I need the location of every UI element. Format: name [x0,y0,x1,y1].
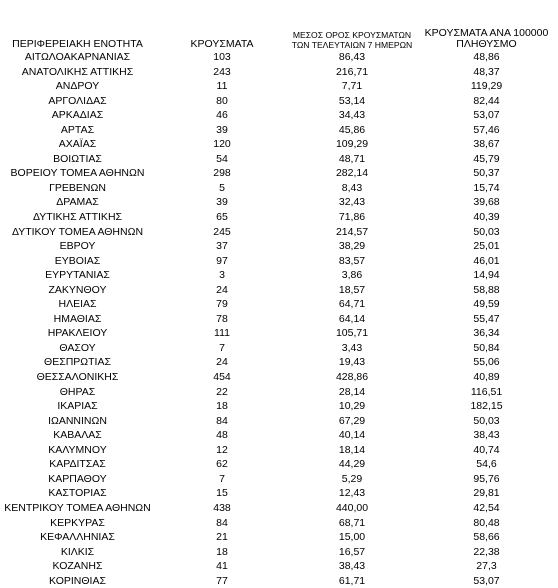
header-cases: ΚΡΟΥΣΜΑΤΑ [190,38,254,50]
cell-region: ΚΟΖΑΝΗΣ [52,560,103,573]
table-row [0,355,558,370]
cell-region: ΚΟΡΙΝΘΙΑΣ [49,574,106,587]
cell-region: ΘΑΣΟΥ [59,341,96,354]
table-row [0,385,558,400]
cell-seven-day-average: 71,86 [338,211,366,224]
cell-cases: 24 [216,356,228,369]
cell-region: ΑΡΚΑΔΙΑΣ [51,109,104,122]
cell-cases-per-100k: 22,38 [473,545,500,558]
header-row [0,22,558,50]
cell-cases: 39 [216,196,228,209]
cell-region: ΚΕΝΤΡΙΚΟΥ ΤΟΜΕΑ ΑΘΗΝΩΝ [4,501,151,514]
cell-region: ΙΚΑΡΙΑΣ [57,400,98,413]
table-row [0,123,558,138]
cell-cases-per-100k: 40,39 [473,211,500,224]
table-row [0,472,558,487]
cell-region: ΑΧΑΪΑΣ [58,138,97,151]
cell-region: ΔΥΤΙΚΗΣ ΑΤΤΙΚΗΣ [32,211,123,224]
cell-region: ΑΝΔΡΟΥ [55,80,100,93]
cell-cases-per-100k: 53,07 [473,109,500,122]
cell-cases-per-100k: 14,94 [473,269,500,282]
cell-cases: 243 [213,65,231,78]
cell-region: ΕΒΡΟΥ [59,240,96,253]
cell-cases-per-100k: 50,03 [473,225,500,238]
cell-seven-day-average: 32,43 [338,196,366,209]
cell-seven-day-average: 34,43 [338,109,366,122]
cell-region: ΑΡΤΑΣ [60,123,95,136]
cell-cases-per-100k: 40,74 [473,443,500,456]
cell-cases-per-100k: 54,6 [476,458,497,471]
cell-cases: 77 [216,574,228,587]
table-row [0,341,558,356]
cell-seven-day-average: 214,57 [335,225,369,238]
cell-seven-day-average: 19,43 [338,356,366,369]
cell-cases-per-100k: 25,01 [473,240,500,253]
cell-cases-per-100k: 182,15 [470,400,503,413]
table-row [0,414,558,429]
table-row [0,254,558,269]
cell-cases-per-100k: 38,67 [473,138,500,151]
cell-cases: 15 [216,487,228,500]
cell-cases: 18 [216,545,228,558]
cell-cases: 24 [216,283,228,296]
cell-region: ΕΥΡΥΤΑΝΙΑΣ [45,269,110,282]
table-row [0,457,558,472]
cell-cases: 80 [216,94,228,107]
cell-seven-day-average: 3,86 [341,269,363,282]
cell-cases-per-100k: 50,03 [473,414,500,427]
table-row [0,108,558,123]
cell-cases-per-100k: 116,51 [470,385,503,398]
cell-cases: 298 [213,167,231,180]
cell-region: ΖΑΚΥΝΘΟΥ [48,283,107,296]
header-region: ΠΕΡΙΦΕΡΕΙΑΚΗ ΕΝΟΤΗΤΑ [12,38,143,50]
cell-cases-per-100k: 95,76 [473,472,500,485]
cell-seven-day-average: 38,43 [338,560,366,573]
cell-seven-day-average: 105,71 [335,327,369,340]
cell-seven-day-average: 28,14 [338,385,366,398]
cell-seven-day-average: 38,29 [338,240,366,253]
cell-cases: 7 [219,472,225,485]
table-row [0,94,558,109]
cell-region: ΑΝΑΤΟΛΙΚΗΣ ΑΤΤΙΚΗΣ [21,65,134,78]
table-row [0,181,558,196]
cell-cases: 39 [216,123,228,136]
table-row [0,195,558,210]
cell-cases-per-100k: 39,68 [473,196,500,209]
cell-seven-day-average: 282,14 [335,167,369,180]
cell-cases-per-100k: 27,3 [476,560,497,573]
cell-region: ΚΕΦΑΛΛΗΝΙΑΣ [40,531,115,544]
cell-cases: 438 [213,501,231,514]
table-row [0,312,558,327]
cell-seven-day-average: 440,00 [335,501,369,514]
cell-cases: 5 [219,181,225,194]
cell-cases-per-100k: 50,84 [473,341,500,354]
cell-seven-day-average: 83,57 [338,254,366,267]
cell-region: ΒΟΡΕΙΟΥ ΤΟΜΕΑ ΑΘΗΝΩΝ [10,167,145,180]
cell-seven-day-average: 44,29 [338,458,366,471]
cell-cases: 12 [216,443,228,456]
cell-seven-day-average: 3,43 [341,341,363,354]
cell-region: ΚΑΒΑΛΑΣ [53,429,102,442]
cell-cases: 111 [214,327,230,340]
table-row [0,486,558,501]
cell-region: ΑΙΤΩΛΟΑΚΑΡΝΑΝΙΑΣ [24,51,131,63]
cell-cases-per-100k: 45,79 [473,152,500,165]
cell-seven-day-average: 12,43 [338,487,366,500]
cell-seven-day-average: 16,57 [338,545,366,558]
cell-cases-per-100k: 42,54 [473,501,500,514]
cell-seven-day-average: 7,71 [341,80,363,93]
table-row [0,326,558,341]
cell-region: ΙΩΑΝΝΙΝΩΝ [48,414,107,427]
cases-table [0,22,558,588]
table-row [0,268,558,283]
cell-cases: 79 [216,298,228,311]
cell-cases-per-100k: 58,88 [473,283,500,296]
cell-region: ΚΑΡΔΙΤΣΑΣ [49,458,106,471]
header-seven-day-average [289,22,415,50]
cell-cases-per-100k: 15,74 [473,181,500,194]
cell-cases-per-100k: 36,34 [473,327,500,340]
cell-cases-per-100k: 55,06 [473,356,500,369]
header-cases-per-100k [415,22,558,50]
cell-cases-per-100k: 40,89 [473,371,500,384]
cell-cases: 62 [216,458,228,471]
cell-seven-day-average: 5,29 [341,472,363,485]
cell-cases: 41 [216,560,228,573]
cell-cases: 97 [216,254,228,267]
table-row [0,210,558,225]
table-row [0,443,558,458]
cell-seven-day-average: 18,14 [338,443,366,456]
cell-seven-day-average: 48,71 [338,152,366,165]
cell-region: ΑΡΓΟΛΙΔΑΣ [48,94,107,107]
table-row [0,137,558,152]
cell-cases: 245 [213,225,231,238]
cell-cases-per-100k: 58,66 [473,531,500,544]
cell-cases: 7 [219,341,225,354]
cell-cases: 18 [216,400,228,413]
cell-cases: 78 [216,312,228,325]
cell-seven-day-average: 64,71 [338,298,366,311]
cell-region: ΒΟΙΩΤΙΑΣ [53,152,102,165]
cell-cases: 84 [216,414,228,427]
cell-cases-per-100k: 46,01 [473,254,500,267]
cell-cases: 48 [216,429,228,442]
cell-seven-day-average: 109,29 [335,138,369,151]
cell-region: ΘΕΣΣΑΛΟΝΙΚΗΣ [36,371,119,384]
cell-seven-day-average: 68,71 [338,516,366,529]
cell-seven-day-average: 40,14 [338,429,366,442]
header-cases-per-100k-line1: ΚΡΟΥΣΜΑΤΑ ΑΝΑ 100000 [424,27,549,39]
table-row [0,50,558,65]
cell-cases: 84 [216,516,228,529]
table-row [0,297,558,312]
cell-seven-day-average: 67,29 [338,414,366,427]
cell-cases-per-100k: 49,59 [473,298,500,311]
cell-region: ΘΕΣΠΡΩΤΙΑΣ [44,356,111,369]
cell-region: ΗΛΕΙΑΣ [58,298,97,311]
cell-cases-per-100k: 48,37 [473,65,500,78]
cell-cases: 46 [216,109,228,122]
cell-seven-day-average: 53,14 [338,94,366,107]
cell-cases-per-100k: 80,48 [473,516,500,529]
cell-seven-day-average: 428,86 [335,371,369,384]
cell-region: ΓΡΕΒΕΝΩΝ [49,181,106,194]
cell-seven-day-average: 45,86 [338,123,366,136]
cell-seven-day-average: 86,43 [338,51,366,63]
table-row [0,501,558,516]
cell-region: ΕΥΒΟΙΑΣ [54,254,101,267]
table-row [0,239,558,254]
table-row [0,225,558,240]
cell-cases: 37 [216,240,228,253]
cell-cases: 54 [216,152,228,165]
cell-cases-per-100k: 50,37 [473,167,500,180]
cell-cases: 120 [213,138,231,151]
cell-cases-per-100k: 53,07 [473,574,500,587]
cell-cases: 454 [213,371,231,384]
header-seven-day-average-line2: ΤΩΝ ΤΕΛΕΥΤΑΙΩΝ 7 ΗΜΕΡΩΝ [291,40,413,50]
cell-seven-day-average: 10,29 [338,400,366,413]
header-seven-day-average-line1: ΜΕΣΟΣ ΟΡΟΣ ΚΡΟΥΣΜΑΤΩΝ [292,30,412,40]
cell-region: ΘΗΡΑΣ [59,385,96,398]
cell-cases-per-100k: 119,29 [470,80,503,93]
cell-region: ΔΥΤΙΚΟΥ ΤΟΜΕΑ ΑΘΗΝΩΝ [11,225,144,238]
header-cases-per-100k-line2: ΠΛΗΘΥΣΜΟ [456,38,517,50]
cell-region: ΚΑΛΥΜΝΟΥ [48,443,107,456]
cell-cases: 65 [216,211,228,224]
cell-region: ΗΡΑΚΛΕΙΟΥ [47,327,108,340]
table-row [0,399,558,414]
cell-seven-day-average: 15,00 [338,531,366,544]
cell-seven-day-average: 61,71 [338,574,366,587]
cell-seven-day-average: 18,57 [338,283,366,296]
cell-cases-per-100k: 82,44 [473,94,500,107]
table-row [0,545,558,560]
cell-cases-per-100k: 55,47 [473,312,500,325]
cell-region: ΚΕΡΚΥΡΑΣ [50,516,105,529]
cell-cases: 103 [213,51,231,63]
cell-seven-day-average: 64,14 [338,312,366,325]
table-row [0,530,558,545]
table-row [0,574,558,588]
cell-cases: 22 [216,385,228,398]
cell-cases: 11 [216,80,228,93]
table-row [0,428,558,443]
cell-cases-per-100k: 29,81 [473,487,500,500]
table-row [0,152,558,167]
table-row [0,516,558,531]
cell-region: ΗΜΑΘΙΑΣ [53,312,102,325]
table-body [0,50,558,588]
cell-region: ΚΑΡΠΑΘΟΥ [48,472,107,485]
cell-cases-per-100k: 38,43 [473,429,500,442]
table-row [0,283,558,298]
table-row [0,559,558,574]
cell-seven-day-average: 8,43 [341,181,363,194]
cell-cases-per-100k: 57,46 [473,123,500,136]
table-row [0,65,558,80]
cell-region: ΚΙΛΚΙΣ [60,545,95,558]
cell-cases: 3 [219,269,225,282]
table-row [0,370,558,385]
cell-cases-per-100k: 48,86 [473,51,500,63]
cell-cases: 21 [216,531,228,544]
cell-region: ΔΡΑΜΑΣ [56,196,99,209]
table-row [0,166,558,181]
cell-seven-day-average: 216,71 [335,65,369,78]
cell-region: ΚΑΣΤΟΡΙΑΣ [48,487,107,500]
table-header [0,22,558,50]
table-row [0,79,558,94]
